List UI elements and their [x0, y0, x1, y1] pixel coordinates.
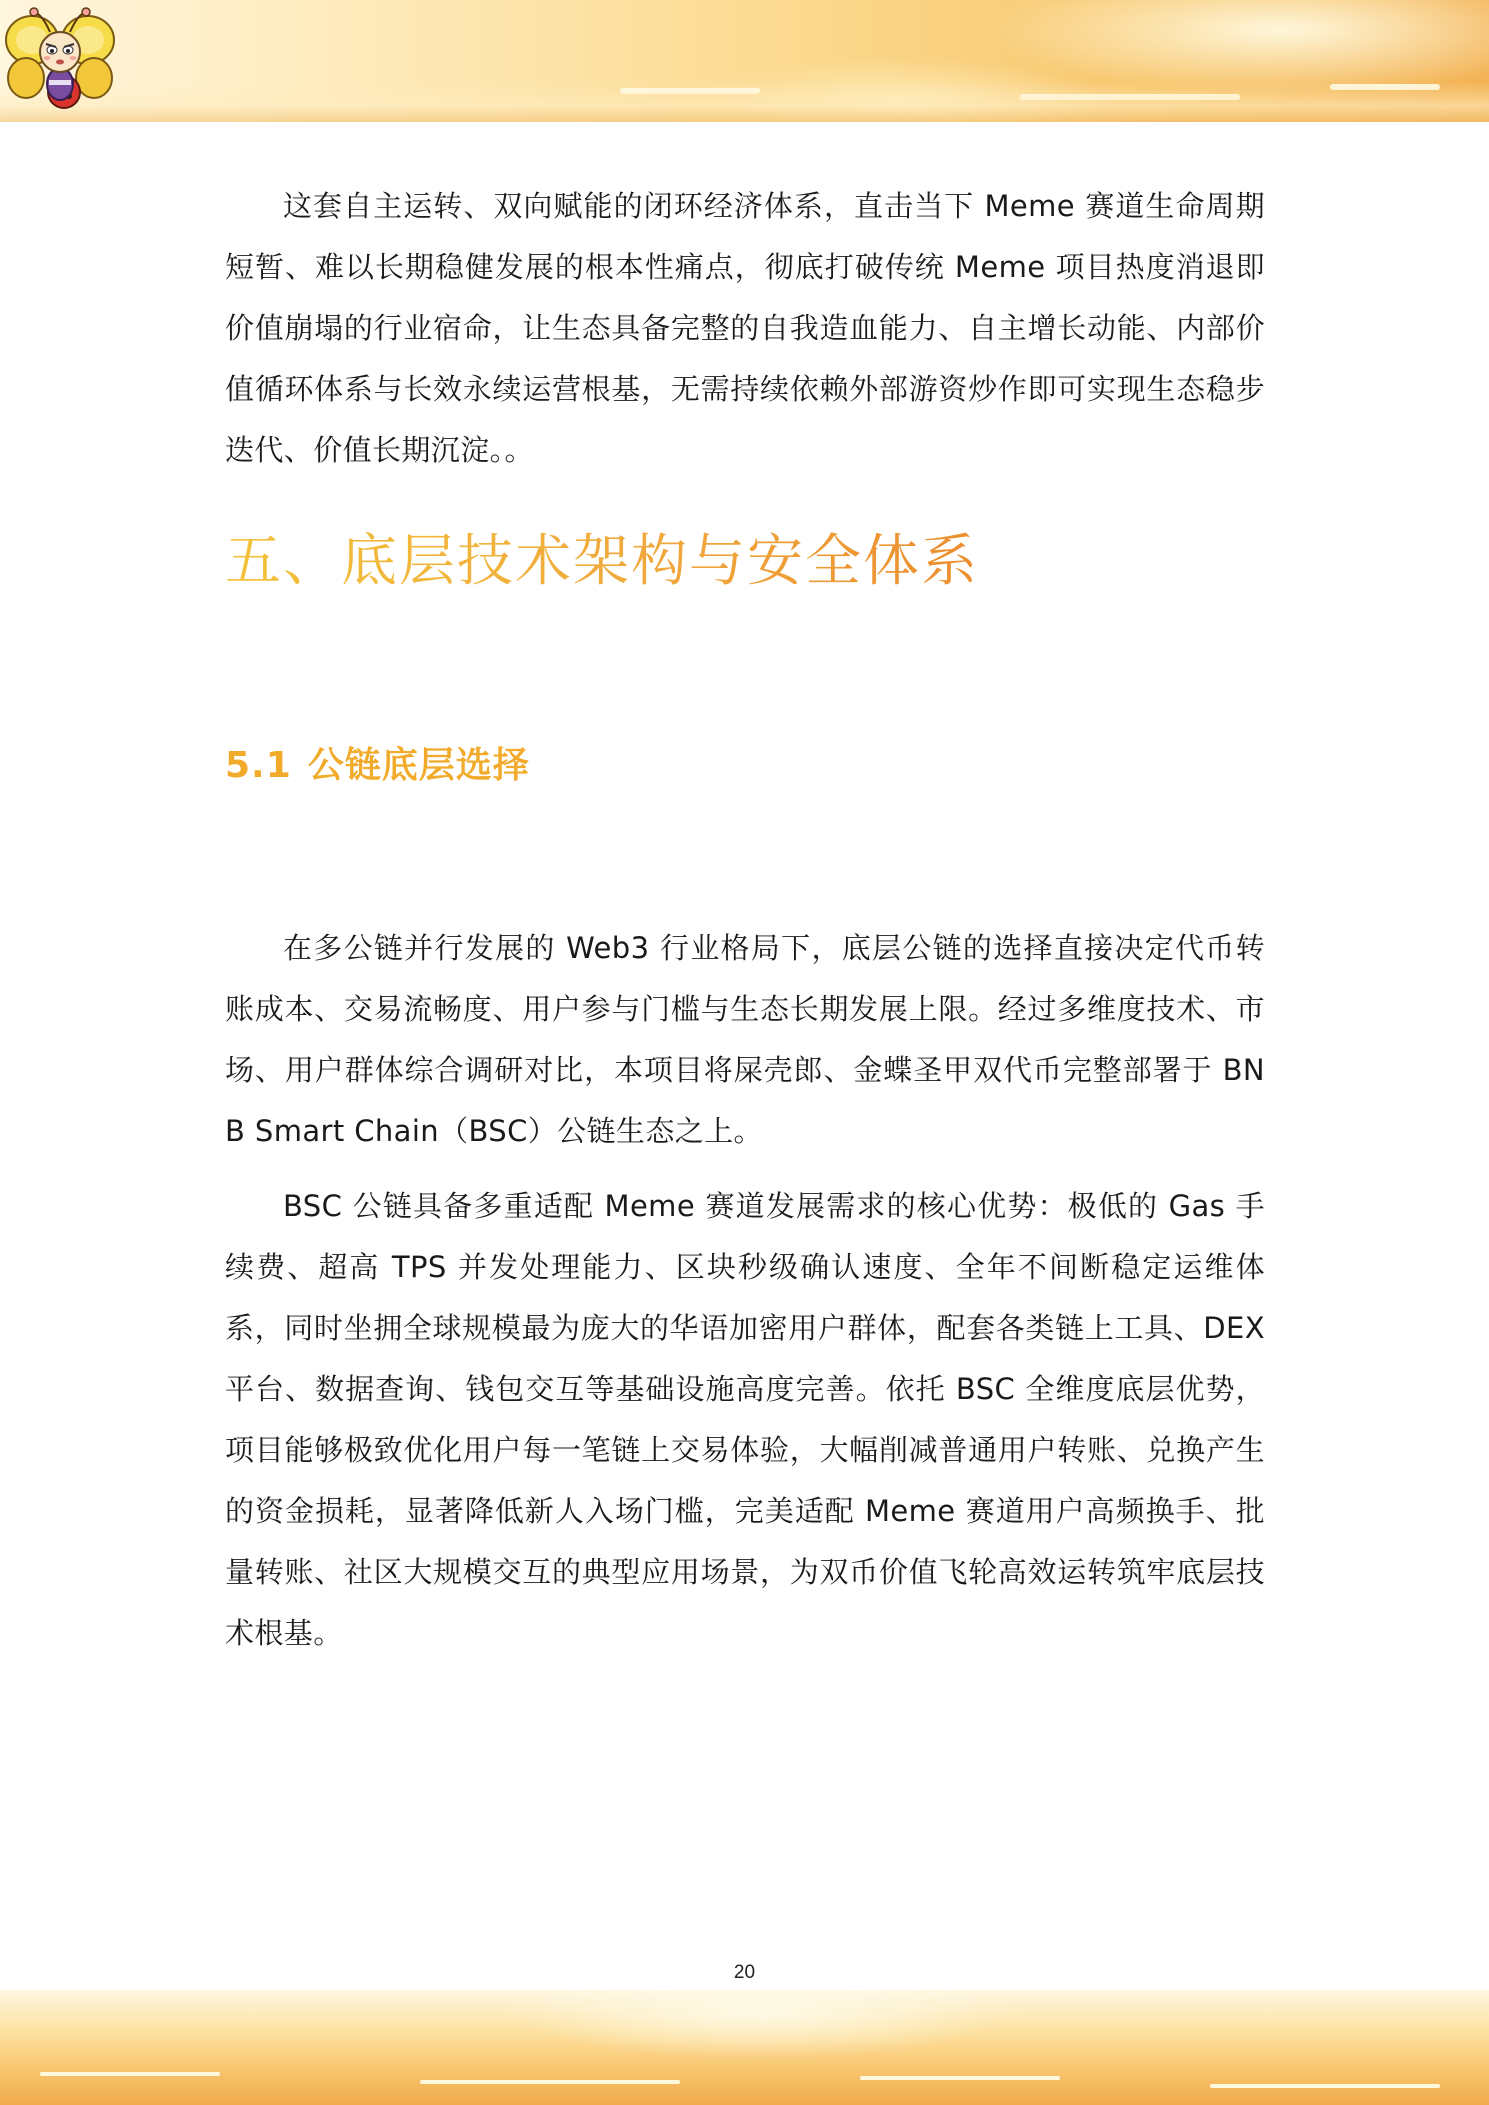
intro-paragraph: 这套自主运转、双向赋能的闭环经济体系，直击当下 Meme 赛道生命周期短暂、难以长期稳健发展的根本性痛点，彻底打破传统 Meme 项目热度消退即价值崩塌的行业宿命，让生态具备完整的自我造血能力、自主增长动能、内部价值循环体系与长效永续运营根基，无需持续依赖外部游资炒作即可实现生态稳步迭代、价值长期沉淀。。	[225, 189, 1265, 467]
section-number: 5.1	[225, 745, 292, 786]
footer-glint	[40, 2072, 220, 2076]
section-paragraph: BSC 公链具备多重适配 Meme 赛道发展需求的核心优势：极低的 Gas 手续费、超高 TPS 并发处理能力、区块秒级确认速度、全年不间断稳定运维体系，同时坐拥全球规模最为庞大的华语加密用户群体，配套各类链上工具、DEX 平台、数据查询、钱包交互等基础设施高度完善。依托 BSC 全维度底层优势，项目能够极致优化用户每一笔链上交易体验，大幅削减普通用户转账、兑换产生的资金损耗，显著降低新人入场门槛，完美适配 Meme 赛道用户高频换手、批量转账、社区大规模交互的典型应用场景，为双币价值飞轮高效运转筑牢底层技术根基。	[225, 1189, 1265, 1650]
header-glint	[1020, 94, 1240, 100]
header-glint	[620, 88, 760, 94]
section-paragraph: 在多公链并行发展的 Web3 行业格局下，底层公链的选择直接决定代币转账成本、交易流畅度、用户参与门槛与生态长期发展上限。经过多维度技术、市场、用户群体综合调研对比，本项目将屎壳郎、金蝶圣甲双代币完整部署于 BNB Smart Chain（BSC）公链生态之上。	[225, 931, 1265, 1148]
section-title: 公链底层选择	[307, 745, 530, 786]
footer-glint	[1210, 2084, 1440, 2088]
section-heading	[225, 741, 530, 791]
butterfly-ladybug-mascot-icon	[2, 6, 118, 114]
footer-banner	[0, 1990, 1489, 2105]
section-body	[225, 918, 1265, 1664]
page-number: 20	[733, 1962, 756, 1983]
footer-glint	[420, 2080, 680, 2084]
footer-glint	[860, 2076, 1060, 2080]
header-glint	[1330, 84, 1440, 90]
header-banner	[0, 0, 1489, 122]
intro-block	[225, 176, 1265, 481]
chapter-title: 五、底层技术架构与安全体系	[225, 524, 979, 600]
